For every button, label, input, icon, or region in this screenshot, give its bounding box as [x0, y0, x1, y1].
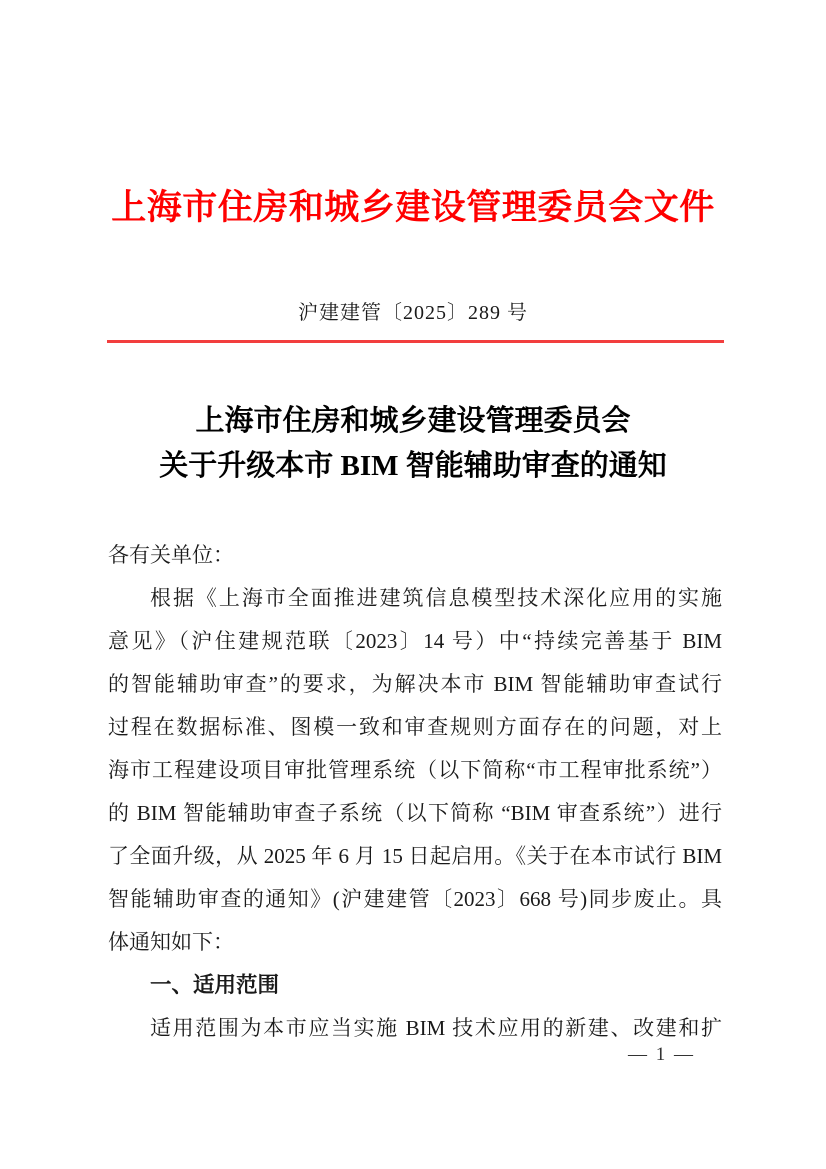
body-line: 海市工程建设项目审批管理系统（以下简称“市工程审批系统”）: [108, 758, 722, 782]
document-number: 沪建建管〔2025〕289 号: [298, 302, 528, 324]
body-line: 的智能辅助审查”的要求，为解决本市 BIM 智能辅助审查试行: [108, 672, 722, 696]
body-line: 根据《上海市全面推进建筑信息模型技术深化应用的实施: [150, 586, 722, 610]
salutation: 各有关单位：: [108, 543, 234, 567]
body-line: 过程在数据标准、图模一致和审查规则方面存在的问题，对上: [108, 715, 722, 739]
page-number: — 1 —: [628, 1044, 695, 1065]
document-header-banner: 上海市住房和城乡建设管理委员会文件: [111, 188, 715, 227]
document-body: [108, 534, 722, 1050]
body-line: 意见》（沪住建规范联〔2023〕14 号）中“持续完善基于 BIM: [108, 629, 722, 653]
body-line: 了全面升级，从 2025 年 6 月 15 日起启用。《关于在本市试行 BIM: [108, 844, 722, 868]
document-title-line-2: 关于升级本市 BIM 智能辅助审查的通知: [159, 450, 667, 482]
section-1-heading: 一、适用范围: [150, 973, 280, 997]
document-title-line-1: 上海市住房和城乡建设管理委员会: [195, 405, 631, 437]
body-line: 适用范围为本市应当实施 BIM 技术应用的新建、改建和扩: [150, 1016, 722, 1040]
body-line: 智能辅助审查的通知》(沪建建管〔2023〕668 号)同步废止。具: [108, 887, 722, 911]
body-line: 的 BIM 智能辅助审查子系统（以下简称 “BIM 审查系统”）进行: [108, 801, 722, 825]
document-title: [0, 399, 826, 489]
body-line: 体通知如下：: [108, 930, 234, 954]
red-divider-line: [107, 340, 724, 343]
